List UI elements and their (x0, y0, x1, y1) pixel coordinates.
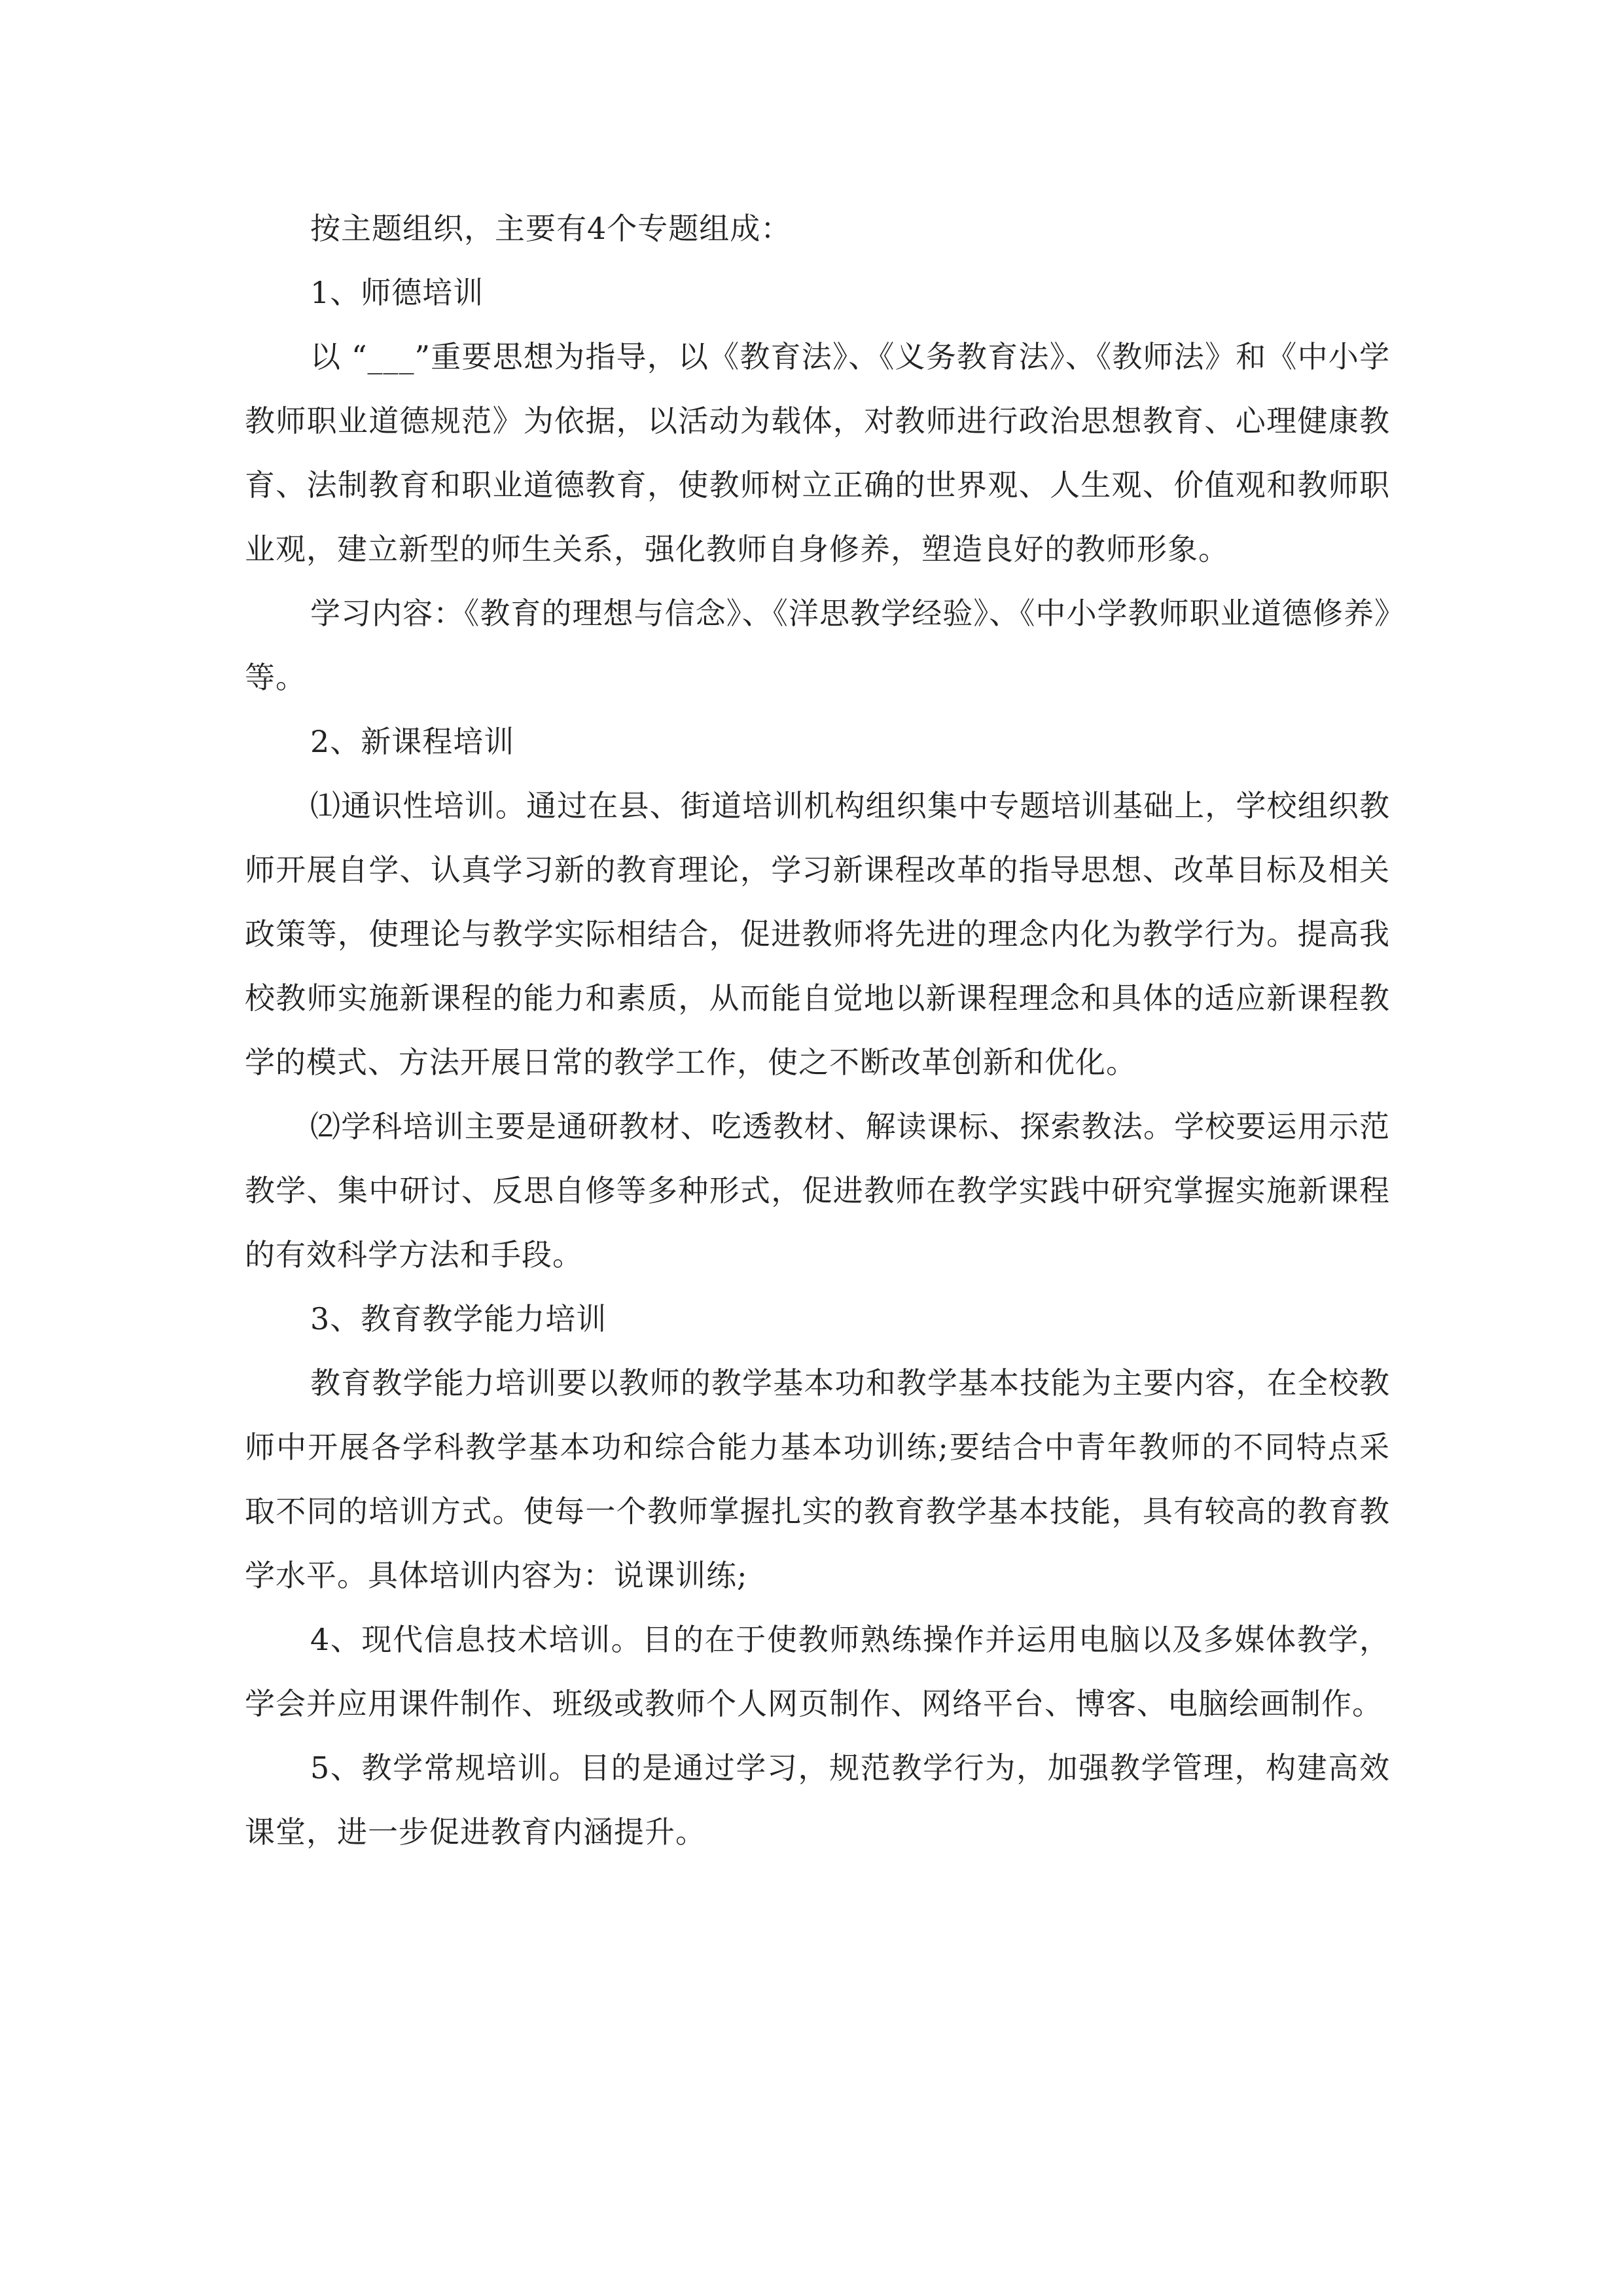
heading-teaching-ability-training: 3、教育教学能力培训 (310, 1301, 607, 1336)
heading-new-curriculum-training: 2、新课程培训 (310, 724, 515, 759)
paragraph-ethics-training: 以 “___”重要思想为指导，以《教育法》、《义务教育法》、《教师法》和《中小学教师职业道德规范》为依据，以活动为载体，对教师进行政治思想教育、心理健康教育、法制教育和职业道德教育，使教师树立正确的世界观、人生观、价值观和教师职业观，建立新型的师生关系，强化教师自身修养，塑造良好的教师形象。 (245, 339, 1390, 567)
paragraph-routine-training: 5、教学常规培训。目的是通过学习，规范教学行为，加强教学管理，构建高效课堂，进一步促进教育内涵提升。 (245, 1750, 1390, 1850)
paragraph-teaching-ability-training: 教育教学能力培训要以教师的教学基本功和教学基本技能为主要内容，在全校教师中开展各学科教学基本功和综合能力基本功训练;要结合中青年教师的不同特点采取不同的培训方式。使每一个教师掌握扎实的教育教学基本技能，具有较高的教育教学水平。具体培训内容为：说课训练; (245, 1365, 1390, 1593)
paragraph-intro: 按主题组织，主要有4个专题组成： (310, 211, 792, 246)
heading-ethics-training: 1、师德培训 (310, 275, 484, 310)
paragraph-general-training: ⑴通识性培训。通过在县、街道培训机构组织集中专题培训基础上，学校组织教师开展自学、认真学习新的教育理论，学习新课程改革的指导思想、改革目标及相关政策等，使理论与教学实际相结合，促进教师将先进的理念内化为教学行为。提高我校教师实施新课程的能力和素质，从而能自觉地以新课程理念和具体的适应新课程教学的模式、方法开展日常的教学工作，使之不断改革创新和优化。 (245, 788, 1390, 1080)
document-body (245, 196, 1390, 1864)
paragraph-it-training: 4、现代信息技术培训。目的在于使教师熟练操作并运用电脑以及多媒体教学，学会并应用课件制作、班级或教师个人网页制作、网络平台、博客、电脑绘画制作。 (245, 1622, 1390, 1721)
paragraph-study-content: 学习内容：《教育的理想与信念》、《洋思教学经验》、《中小学教师职业道德修养》等。 (245, 596, 1390, 695)
paragraph-subject-training: ⑵学科培训主要是通研教材、吃透教材、解读课标、探索教法。学校要运用示范教学、集中研讨、反思自修等多种形式，促进教师在教学实践中研究掌握实施新课程的有效科学方法和手段。 (245, 1109, 1390, 1272)
